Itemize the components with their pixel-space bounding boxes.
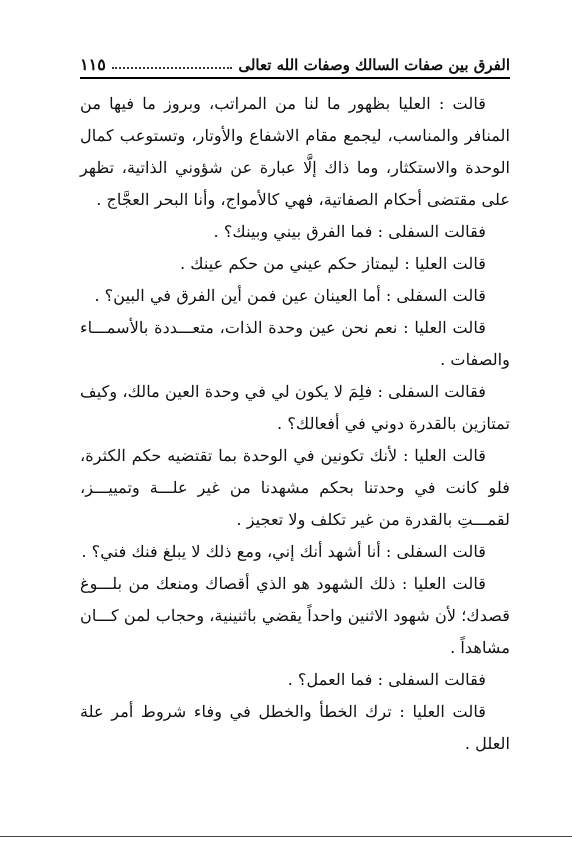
page-body bbox=[80, 88, 510, 760]
paragraph: فقالت السفلى : فما الفرق بيني وبينك؟ . bbox=[213, 222, 486, 241]
running-head bbox=[80, 50, 510, 74]
page-edge-rule bbox=[0, 836, 572, 837]
paragraph: فقالت السفلى : فما العمل؟ . bbox=[287, 670, 486, 689]
paragraph: فقالت السفلى : فلِمَ لا يكون لي في وحدة العين مالك، وكيف تمتازين بالقدرة دوني في أفعالك؟ . bbox=[80, 382, 510, 433]
paragraph: قالت العليا : لأنك تكونين في الوحدة بما تقتضيه حكم الكثرة، فلو كانت في وحدتنا بحكم مشهدنا من غير علـــة وتمييـــز، لقمـــتِ بالقدرة من غير تكلف ولا تعجيز . bbox=[80, 446, 510, 529]
running-head-title: الفرق بين صفات السالك وصفات الله تعالى bbox=[238, 56, 510, 74]
paragraph: قالت العليا : نعم نحن عين وحدة الذات، متعـــددة بالأسمـــاء والصفات . bbox=[80, 318, 510, 369]
page-number: ١١٥ bbox=[80, 55, 106, 74]
header-rule bbox=[80, 77, 510, 79]
dotted-leader bbox=[112, 66, 233, 69]
paragraph: قالت العليا : ليمتاز حكم عيني من حكم عينك . bbox=[179, 254, 486, 273]
paragraph: قالت : العليا بظهور ما لنا من المراتب، وبروز ما فيها من المنافر والمناسب، ليجمع مقام الاشفاع والأوتار، وتستوعب كمال الوحدة والاستكثار، وما ذاك إلَّا عبارة عن شؤوني الذاتية، تظهر على مقتضى أحكام الصفاتية، فهي كالأمواج، وأنا البحر العجَّاج . bbox=[80, 94, 510, 209]
paragraph: قالت العليا : ذلك الشهود هو الذي أقصاك ومنعك من بلـــوغ قصدك؛ لأن شهود الاثنين واحداً يقضي باثنينية، وحجاب لمن كـــان مشاهداً . bbox=[80, 574, 510, 657]
paragraph: قالت السفلى : أما العينان عين فمن أين الفرق في البين؟ . bbox=[94, 286, 486, 305]
paragraph: قالت العليا : ترك الخطأ والخطل في وفاء شروط أمر علة العلل . bbox=[80, 702, 510, 753]
paragraph: قالت السفلى : أنا أشهد أنك إني، ومع ذلك لا يبلغ فنك فني؟ . bbox=[81, 542, 486, 561]
